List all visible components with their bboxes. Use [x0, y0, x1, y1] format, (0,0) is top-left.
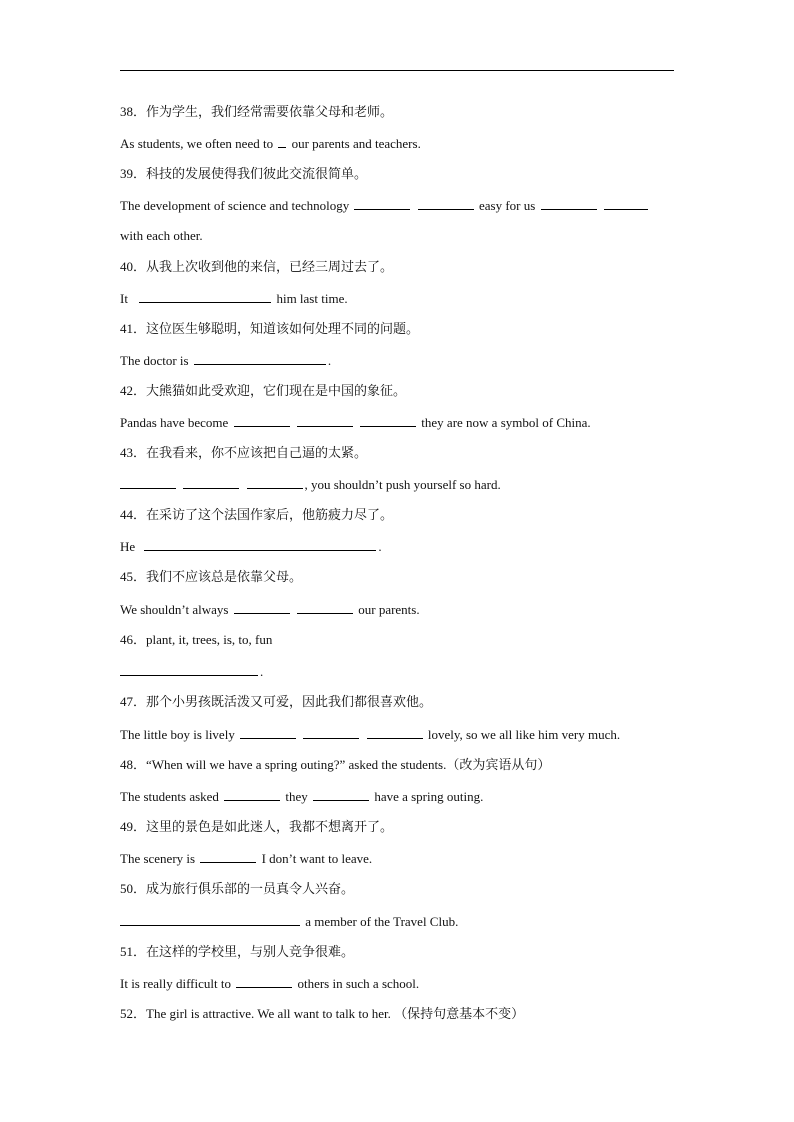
question-42-sentence: Pandas have become they are now a symbol of China. [120, 415, 591, 430]
answer-blank[interactable] [144, 538, 376, 551]
question-51-prompt: 51．在这样的学校里，与别人竞争很难。 [120, 944, 355, 959]
answer-blank[interactable] [120, 663, 258, 676]
question-50-sentence: a member of the Travel Club. [120, 913, 458, 930]
answer-blank[interactable] [194, 352, 326, 365]
question-51-sentence: It is really difficult to others in such a school. [120, 976, 420, 991]
question-48-sentence: The students asked they have a spring outing. [120, 789, 484, 804]
answer-blank[interactable] [360, 414, 416, 427]
answer-blank[interactable] [247, 476, 303, 489]
question-39-prompt: 39．科技的发展使得我们彼此交流很简单。 [120, 166, 368, 181]
answer-blank[interactable] [313, 788, 369, 801]
answer-blank[interactable] [236, 975, 292, 988]
answer-blank[interactable] [303, 726, 359, 739]
question-40-prompt: 40．从我上次收到他的来信，已经三周过去了。 [120, 259, 394, 274]
question-48-prompt: 48．“When will we have a spring outing?” asked the students.（改为宾语从句） [120, 757, 551, 772]
question-46-sentence: . [120, 663, 263, 680]
answer-blank[interactable] [183, 476, 239, 489]
answer-blank[interactable] [200, 850, 256, 863]
question-43-sentence: , you shouldn’t push yourself so hard. [120, 476, 501, 493]
question-42-prompt: 42．大熊猫如此受欢迎，它们现在是中国的象征。 [120, 383, 407, 398]
answer-blank[interactable] [367, 726, 423, 739]
question-43-prompt: 43．在我看来，你不应该把自己逼的太紧。 [120, 445, 368, 460]
answer-blank[interactable] [224, 788, 280, 801]
question-47-sentence: The little boy is lively lovely, so we all like him very much. [120, 727, 621, 742]
answer-blank[interactable] [139, 290, 271, 303]
question-47-prompt: 47．那个小男孩既活泼又可爱，因此我们都很喜欢他。 [120, 694, 433, 709]
header-rule [120, 70, 674, 71]
answer-blank[interactable] [120, 476, 176, 489]
answer-blank[interactable] [297, 601, 353, 614]
question-41-sentence: The doctor is . [120, 353, 332, 368]
question-38-sentence: As students, we often need to our parents and teachers. [120, 136, 421, 151]
question-44-sentence: He . [120, 539, 382, 554]
question-38-prompt: 38．作为学生，我们经常需要依靠父母和老师。 [120, 104, 394, 119]
answer-blank[interactable] [297, 414, 353, 427]
question-49-prompt: 49．这里的景色是如此迷人，我都不想离开了。 [120, 819, 394, 834]
answer-blank[interactable] [240, 726, 296, 739]
question-40-sentence: It him last time. [120, 291, 348, 306]
answer-blank[interactable] [278, 135, 286, 148]
question-45-prompt: 45．我们不应该总是依靠父母。 [120, 569, 303, 584]
question-52-prompt: 52．The girl is attractive. We all want to talk to her. （保持句意基本不变） [120, 1006, 525, 1021]
question-44-prompt: 44．在采访了这个法国作家后，他筋疲力尽了。 [120, 507, 394, 522]
answer-blank[interactable] [234, 601, 290, 614]
question-45-sentence: We shouldn’t always our parents. [120, 602, 420, 617]
answer-blank[interactable] [418, 197, 474, 210]
answer-blank[interactable] [354, 197, 410, 210]
question-39-sentence: The development of science and technology easy for us [120, 197, 650, 214]
question-46-prompt: 46．plant, it, trees, is, to, fun [120, 632, 273, 647]
question-39-sentence-cont: with each other. [120, 228, 203, 243]
question-49-sentence: The scenery is I don’t want to leave. [120, 851, 373, 866]
question-50-prompt: 50．成为旅行俱乐部的一员真令人兴奋。 [120, 881, 355, 896]
answer-blank[interactable] [234, 414, 290, 427]
answer-blank[interactable] [541, 197, 597, 210]
question-41-prompt: 41．这位医生够聪明，知道该如何处理不同的问题。 [120, 321, 420, 336]
answer-blank[interactable] [120, 913, 300, 926]
answer-blank[interactable] [604, 197, 648, 210]
